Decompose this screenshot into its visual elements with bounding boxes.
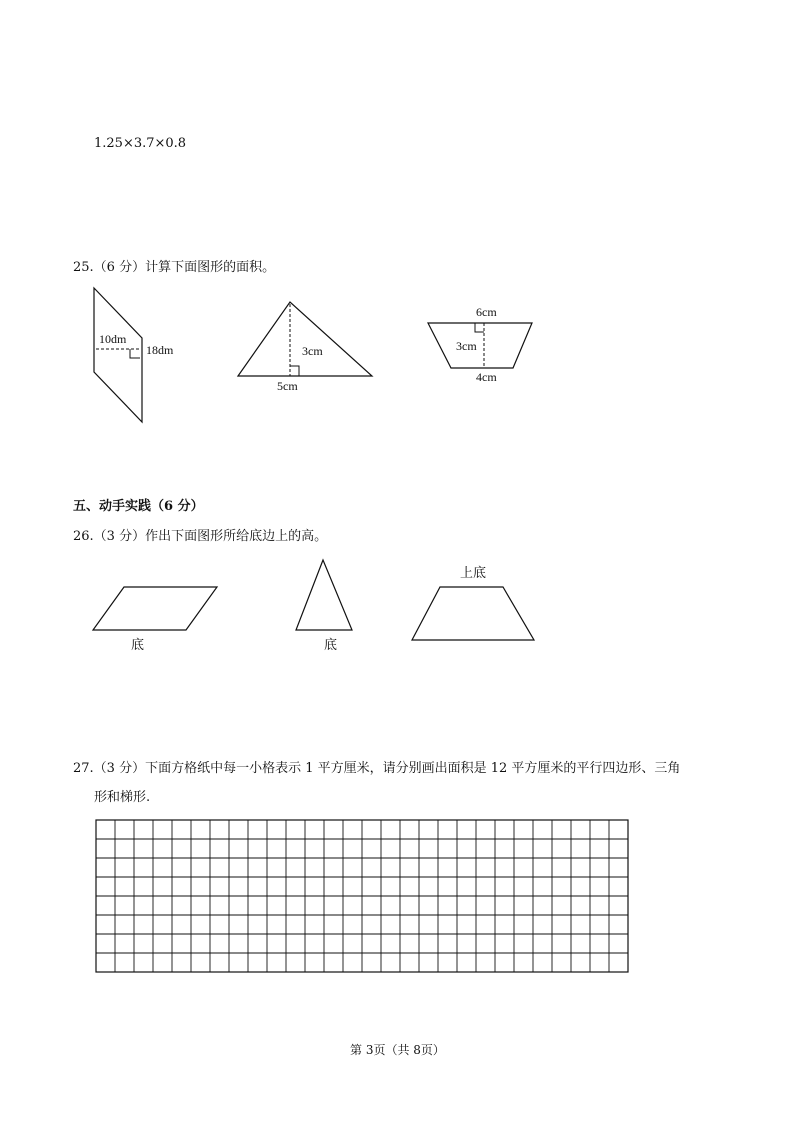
q25-parallelogram-figure xyxy=(94,288,174,422)
q25-trapezoid-figure xyxy=(428,305,532,384)
q26-trapezoid-top-label: 上底 xyxy=(460,566,487,581)
q25-fig3-height-label: 3cm xyxy=(456,339,477,353)
question-25-text: 25.（6 分）计算下面图形的面积。 xyxy=(73,260,276,275)
section-5-heading: 五、动手实践（6 分） xyxy=(73,499,204,514)
page-footer: 第 3页（共 8页） xyxy=(350,1043,445,1057)
question-27-line2: 形和梯形. xyxy=(94,790,151,805)
q26-parallelogram-figure xyxy=(93,587,217,653)
q26-triangle-base-label: 底 xyxy=(324,638,338,653)
question-26-text: 26.（3 分）作出下面图形所给底边上的高。 xyxy=(73,529,328,544)
q26-triangle-figure xyxy=(296,560,352,653)
q26-trapezoid-figure xyxy=(412,565,534,640)
q25-fig3-bottom-label: 4cm xyxy=(476,370,497,384)
q26-parallelogram-base-label: 底 xyxy=(131,638,145,653)
q25-fig2-base-label: 5cm xyxy=(277,379,298,393)
q27-grid-paper[interactable] xyxy=(96,820,628,972)
q25-fig1-width-label: 10dm xyxy=(99,332,127,346)
question-27-line1: 27.（3 分）下面方格纸中每一小格表示 1 平方厘米，请分别画出面积是 12 平方厘米的平行四边形、三角 xyxy=(73,761,681,776)
expression-text: 1.25×3.7×0.8 xyxy=(94,136,187,151)
q25-fig1-height-label: 18dm xyxy=(146,343,174,357)
q25-fig3-top-label: 6cm xyxy=(476,305,497,319)
q25-triangle-figure xyxy=(238,302,372,393)
q25-fig2-height-label: 3cm xyxy=(302,344,323,358)
